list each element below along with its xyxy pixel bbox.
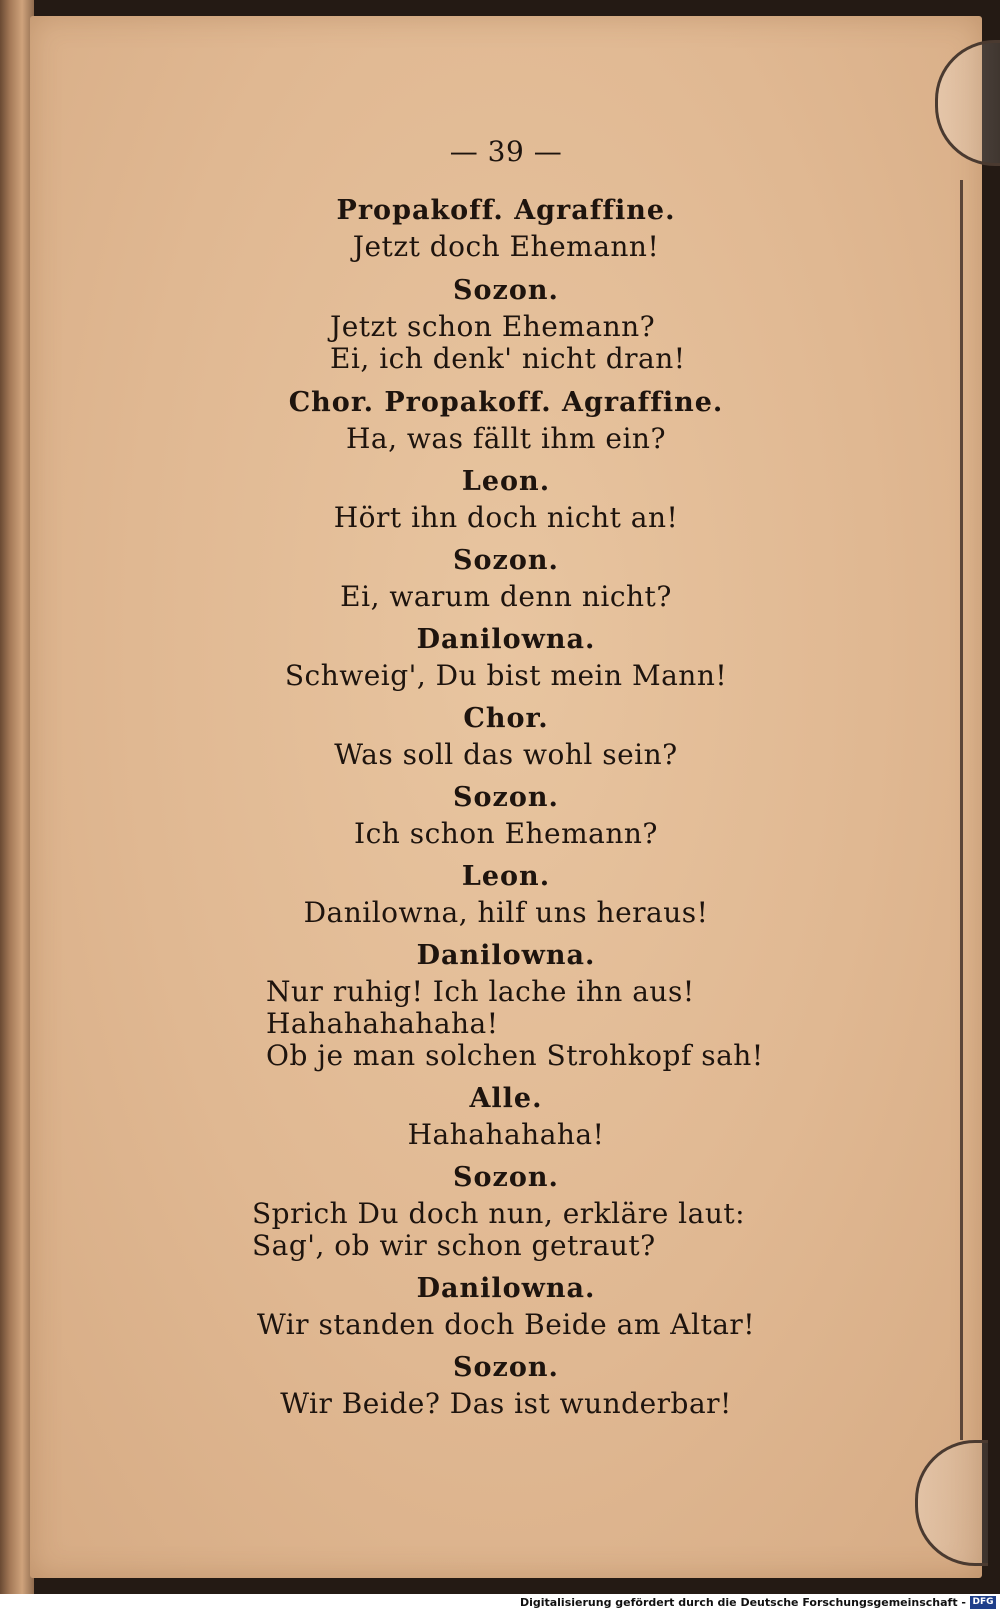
verse-line: Ha, was fällt ihm ein?: [346, 422, 666, 455]
speaker-label: Sozon.: [453, 1162, 559, 1193]
verse-line: Sag', ob wir schon getraut?: [252, 1229, 656, 1262]
speaker-label: Propakoff. Agraffine.: [336, 195, 676, 226]
page-number: — 39 —: [449, 135, 563, 168]
speaker-label: Sozon.: [453, 1352, 559, 1383]
verse-line: Sprich Du doch nun, erkläre laut:: [252, 1197, 746, 1230]
verse-line: Wir standen doch Beide am Altar!: [256, 1308, 756, 1341]
verse-line: Ei, warum denn nicht?: [340, 580, 672, 613]
verse-line: Was soll das wohl sein?: [334, 738, 678, 771]
speaker-label: Danilowna.: [416, 940, 596, 971]
verse-line: Nur ruhig! Ich lache ihn aus!: [266, 975, 695, 1008]
speaker-label: Sozon.: [453, 545, 559, 576]
speaker-label: Alle.: [469, 1083, 543, 1114]
book-edge: [0, 0, 34, 1594]
verse-line: Schweig', Du bist mein Mann!: [284, 659, 728, 692]
verse-line: Ei, ich denk' nicht dran!: [330, 342, 686, 375]
verse-line: Jetzt doch Ehemann!: [352, 230, 660, 263]
verse-line: Ich schon Ehemann?: [354, 817, 658, 850]
funding-notice: Digitalisierung gefördert durch die Deutsche Forschungsgemeinschaft -: [519, 1596, 966, 1609]
verse-line: Hahahahahaha!: [266, 1007, 499, 1040]
speaker-label: Chor.: [463, 703, 549, 734]
speaker-label: Sozon.: [453, 275, 559, 306]
verse-line: Jetzt schon Ehemann?: [330, 310, 656, 343]
speaker-label: Leon.: [461, 861, 551, 892]
speaker-label: Sozon.: [453, 782, 559, 813]
footer-bar: [0, 1594, 1000, 1611]
verse-line: Hahahahaha!: [407, 1118, 605, 1151]
verse-line: Danilowna, hilf uns heraus!: [303, 896, 709, 929]
verse-line: Wir Beide? Das ist wunderbar!: [280, 1387, 732, 1420]
verse-line: Hört ihn doch nicht an!: [333, 501, 679, 534]
speaker-label: Danilowna.: [416, 1273, 596, 1304]
page-text: [30, 0, 982, 1562]
speaker-label: Danilowna.: [416, 624, 596, 655]
verse-line: Ob je man solchen Strohkopf sah!: [266, 1039, 764, 1072]
speaker-label: Chor. Propakoff. Agraffine.: [288, 387, 724, 418]
dfg-logo: DFG: [970, 1596, 996, 1609]
speaker-label: Leon.: [461, 466, 551, 497]
